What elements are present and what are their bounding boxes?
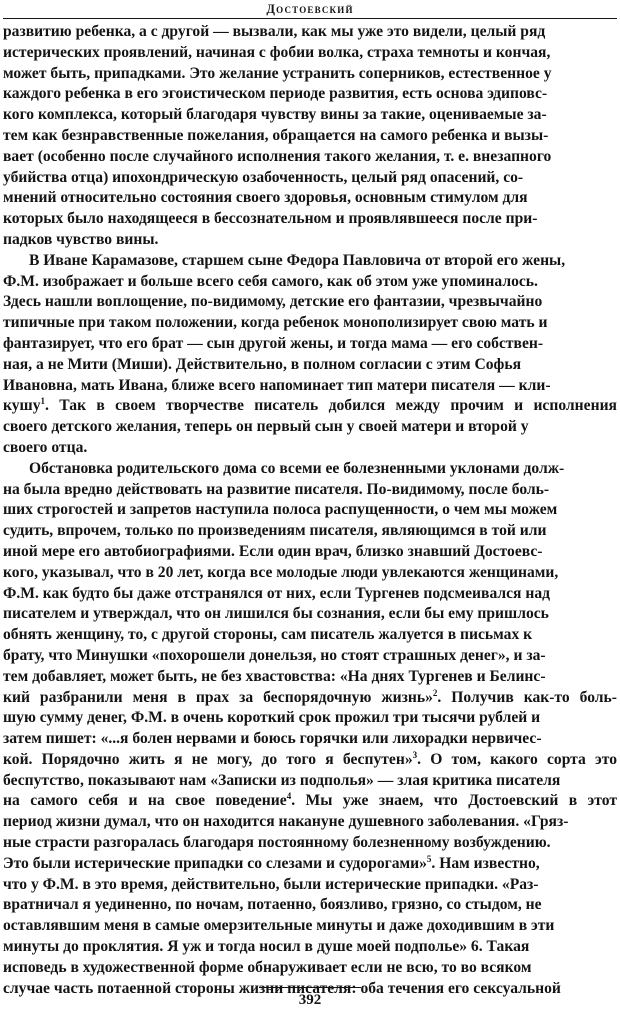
text-line: ные страсти разгоралась благодаря постоянному болезненному возбуждению. (3, 834, 551, 852)
text-line: на самого себя и на свое поведение$^4$. Мы уже знаем, что Достоевский в этот (3, 791, 617, 810)
text-line: кушу$^1$. Так в своем творчестве писатель добился между прочим и исполнения (3, 396, 617, 415)
text-line: писателем и утверждал, что он лишился бы сознания, если бы ему пришлось (3, 605, 549, 623)
text-line: исповедь в художественной форме обнаруживает если не всю, то во всяком (3, 958, 532, 976)
text-line: Это были истерические припадки со слезами и судорогами»$^5$. Нам известно, (3, 853, 540, 872)
footnote-marker: 1 (40, 396, 46, 407)
text-line: тем добавляет, может быть, не без хвастовства: «На днях Тургенев и Белинс- (3, 667, 546, 685)
paragraph (3, 251, 617, 459)
footnote-marker: 3 (412, 749, 418, 760)
text-line: что у Ф.М. в это время, действительно, были истерические припадки. «Раз- (3, 875, 539, 893)
text-line: вает (особенно после случайного исполнения такого желания, т. е. внезапного (3, 147, 552, 165)
text-line: Обстановка родительского дома со всеми ее болезненными уклонами долж- (29, 459, 565, 477)
footnote-marker: 4 (286, 791, 292, 802)
text-line: случае часть потаенной стороны жизни писателя: оба течения его сексуальной (3, 979, 561, 997)
paragraph (3, 22, 617, 251)
text-line: может быть, припадками. Это желание устранить соперников, естественное у (3, 64, 552, 82)
page-number: 392 (298, 992, 322, 1008)
text-line: Ф.М. как будто бы даже отстранялся от них, если Тургенев подсмеивался над (3, 584, 551, 602)
text-line: вратничал я уединенно, по ночам, потаенно, боязливо, грязно, со стыдом, не (3, 896, 542, 914)
text-line: ших строгостей и запретов наступила полоса распущенности, о чем мы можем (3, 501, 558, 519)
text-line: Ф.М. изображает и больше всего себя самого, как об этом уже упоминалось. (3, 272, 538, 290)
text-line: ная, а не Мити (Миши). Действительно, в полном согласии с этим Софья (3, 355, 522, 373)
text-line: брату, что Минушки «похорошели донельзя, но стоят страшных денег», и за- (3, 646, 546, 664)
text-line: кой. Порядочно жить я не могу, до того я беспутен»$^3$. О том, какого сорта это (3, 749, 617, 768)
footnote-marker: 5 (426, 853, 432, 864)
text-line: минуты до проклятия. Я уж и тогда носил в душе моей подполье» 6. Такая (3, 938, 530, 956)
text-line: убийства отца) ипохондрическую озабоченность, целый ряд опасений, со- (3, 168, 524, 186)
text-line: шую сумму денег, Ф.М. в очень короткий срок прожил три тысячи рублей и (3, 709, 541, 727)
text-line: падков чувство вины. (3, 230, 159, 248)
text-line: период жизни думал, что он находится накануне душевного заболевания. «Гряз- (3, 813, 569, 831)
text-line: затем пишет: «...я болен нервами и боюсь горячки или лихорадки нервичес- (3, 730, 542, 748)
text-line: типичные при таком положении, когда ребенок монополизирует свою мать и (3, 314, 548, 332)
footer-rule (259, 987, 361, 988)
running-head: Достоевский (266, 2, 354, 16)
text-line: Ивановна, мать Ивана, ближе всего напоминает тип матери писателя — кли- (3, 376, 551, 394)
text-line: обнять женщину, то, с другой стороны, сам писатель жалуется в письмах к (3, 626, 533, 644)
text-line: иной мере его автобиографиями. Если один врач, близко знавший Достоевс- (3, 542, 543, 560)
footnote-marker: 2 (432, 687, 438, 698)
text-line: каждого ребенка в его эгоистическом периоде развития, есть основа эдиповс- (3, 85, 548, 103)
text-line: судить, впрочем, только по произведениям писателя, являющимся в той или (3, 522, 547, 540)
text-line: развитию ребенка, а с другой — вызвали, как мы уже это видели, целый ряд (3, 23, 546, 40)
text-line: оставлявшим меня в самые омерзительные минуты и даже доходившим в эти (3, 917, 555, 935)
text-line: фантазирует, что его брат — сын другой жены, и тогда мама — его собствен- (3, 334, 544, 352)
header-rule (3, 18, 617, 19)
text-line: кий разбранили меня в прах за беспорядочную жизнь»$^2$. Получив как-то боль- (3, 687, 617, 706)
text-line: В Иване Карамазове, старшем сыне Федора Павловича от второй его жены, (29, 251, 566, 269)
text-line: кого комплекса, который благодаря чувству вины за такие, оцениваемые за- (3, 106, 547, 124)
text-line: на была вредно действовать на развитие писателя. По-видимому, после боль- (3, 480, 550, 498)
text-line: тем как безнравственные пожелания, обращается на самого ребенка и вызы- (3, 126, 549, 144)
text-line: своего детского желания, теперь он первый сын у своей матери и второй у (3, 418, 529, 436)
text-line: своего отца. (3, 438, 88, 456)
text-line: мнений относительно состояния своего здоровья, основным стимулом для (3, 189, 528, 207)
paragraph (3, 459, 617, 1000)
body-text (3, 22, 617, 999)
text-line: Здесь нашли воплощение, по-видимому, детские его фантазии, чрезвычайно (3, 293, 543, 311)
text-line: которых было находящееся в бессознательном и проявлявшееся после при- (3, 210, 538, 228)
text-line: беспутство, показывают нам «Записки из подполья» — злая критика писателя (3, 771, 561, 789)
text-line: истерических проявлений, начиная с фобии волка, страха темноты и кончая, (3, 43, 551, 61)
text-line: кого, указывал, что в 20 лет, когда все молодые люди увлекаются женщинами, (3, 563, 559, 581)
